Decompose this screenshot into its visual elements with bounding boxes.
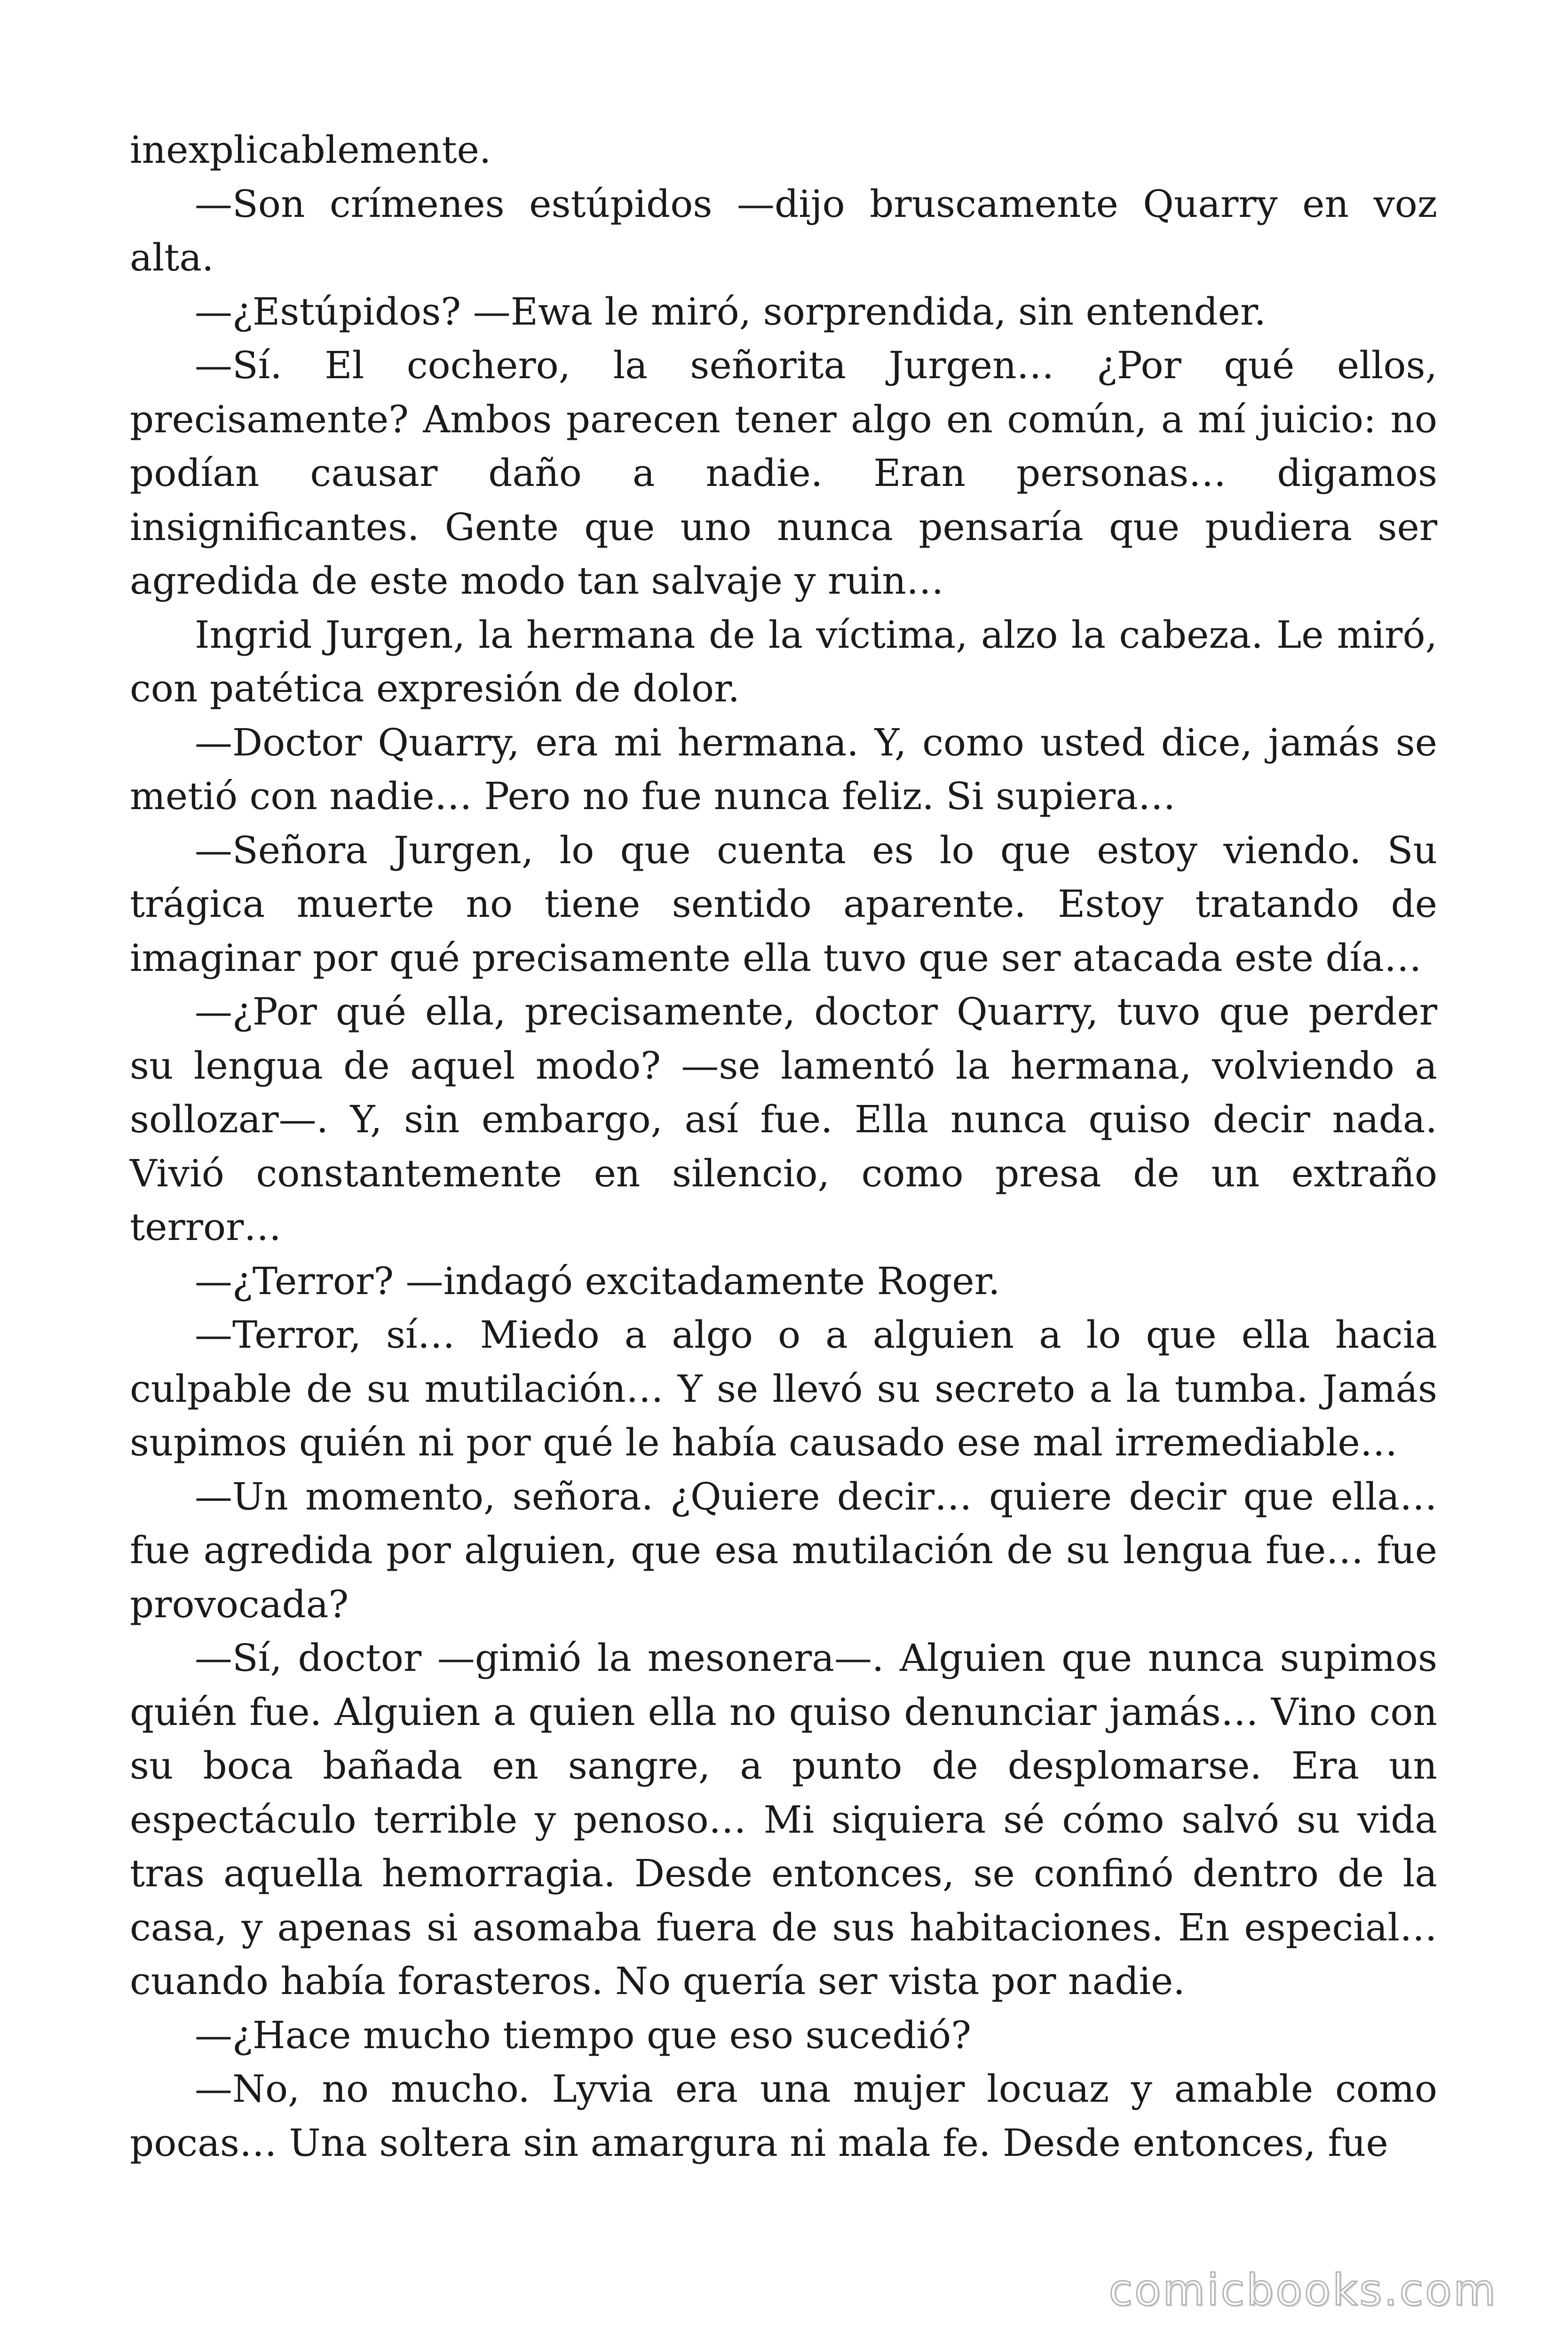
paragraph: —Un momento, señora. ¿Quiere decir… quiere decir que ella… fue agredida por alguien, que esa mutilación de su lengua fue… fue provocada? — [130, 1474, 1437, 1626]
book-page-text — [130, 123, 1437, 2170]
watermark-logo: comicbooks.com — [1109, 2265, 1497, 2315]
paragraph: —¿Estúpidos? —Ewa le miró, sorprendida, sin entender. — [195, 289, 1266, 334]
paragraph-continuation: inexplicablemente. — [130, 128, 491, 172]
paragraph: —Sí. El cochero, la señorita Jurgen… ¿Por qué ellos, precisamente? Ambos parecen tener algo en común, a mí juicio: no podían causar daño a nadie. Eran personas… digamos insignificantes. Gente que uno nunca pensaría que pudiera ser agredida de este modo tan salvaje y ruin… — [130, 343, 1437, 603]
paragraph: —Doctor Quarry, era mi hermana. Y, como usted dice, jamás se metió con nadie… Pero no fue nunca feliz. Si supiera… — [130, 720, 1437, 818]
paragraph: —Señora Jurgen, lo que cuenta es lo que estoy viendo. Su trágica muerte no tiene sentido aparente. Estoy tratando de imaginar por qué precisamente ella tuvo que ser atacada este día… — [130, 828, 1437, 980]
paragraph: —¿Por qué ella, precisamente, doctor Quarry, tuvo que perder su lengua de aquel modo? —se lamentó la hermana, volviendo a sollozar—. Y, sin embargo, así fue. Ella nunca quiso decir nada. Vivió constantemente en silencio, como presa de un extraño terror… — [130, 990, 1437, 1249]
paragraph: —Terror, sí… Miedo a algo o a alguien a lo que ella hacia culpable de su mutilación… Y se llevó su secreto a la tumba. Jamás supimos quién ni por qué le había causado ese mal irremediable… — [130, 1313, 1437, 1464]
paragraph: —Sí, doctor —gimió la mesonera—. Alguien que nunca supimos quién fue. Alguien a quien ella no quiso denunciar jamás… Vino con su boca bañada en sangre, a punto de desplomarse. Era un espectáculo terrible y penoso… Mi siquiera sé cómo salvó su vida tras aquella hemorragia. Desde entonces, se confinó dentro de la casa, y apenas si asomaba fuera de sus habitaciones. En especial… cuando había forasteros. No quería ser vista por nadie. — [130, 1636, 1437, 2003]
paragraph: —Son crímenes estúpidos —dijo bruscamente Quarry en voz alta. — [130, 182, 1437, 279]
paragraph: —¿Terror? —indagó excitadamente Roger. — [195, 1259, 1000, 1303]
paragraph: Ingrid Jurgen, la hermana de la víctima, alzo la cabeza. Le miró, con patética expresión de dolor. — [130, 612, 1437, 710]
paragraph: —¿Hace mucho tiempo que eso sucedió? — [195, 2013, 972, 2057]
paragraph-last: —No, no mucho. Lyvia era una mujer locuaz y amable como pocas… Una soltera sin amargura ni mala fe. Desde entonces, fue — [130, 2067, 1437, 2165]
